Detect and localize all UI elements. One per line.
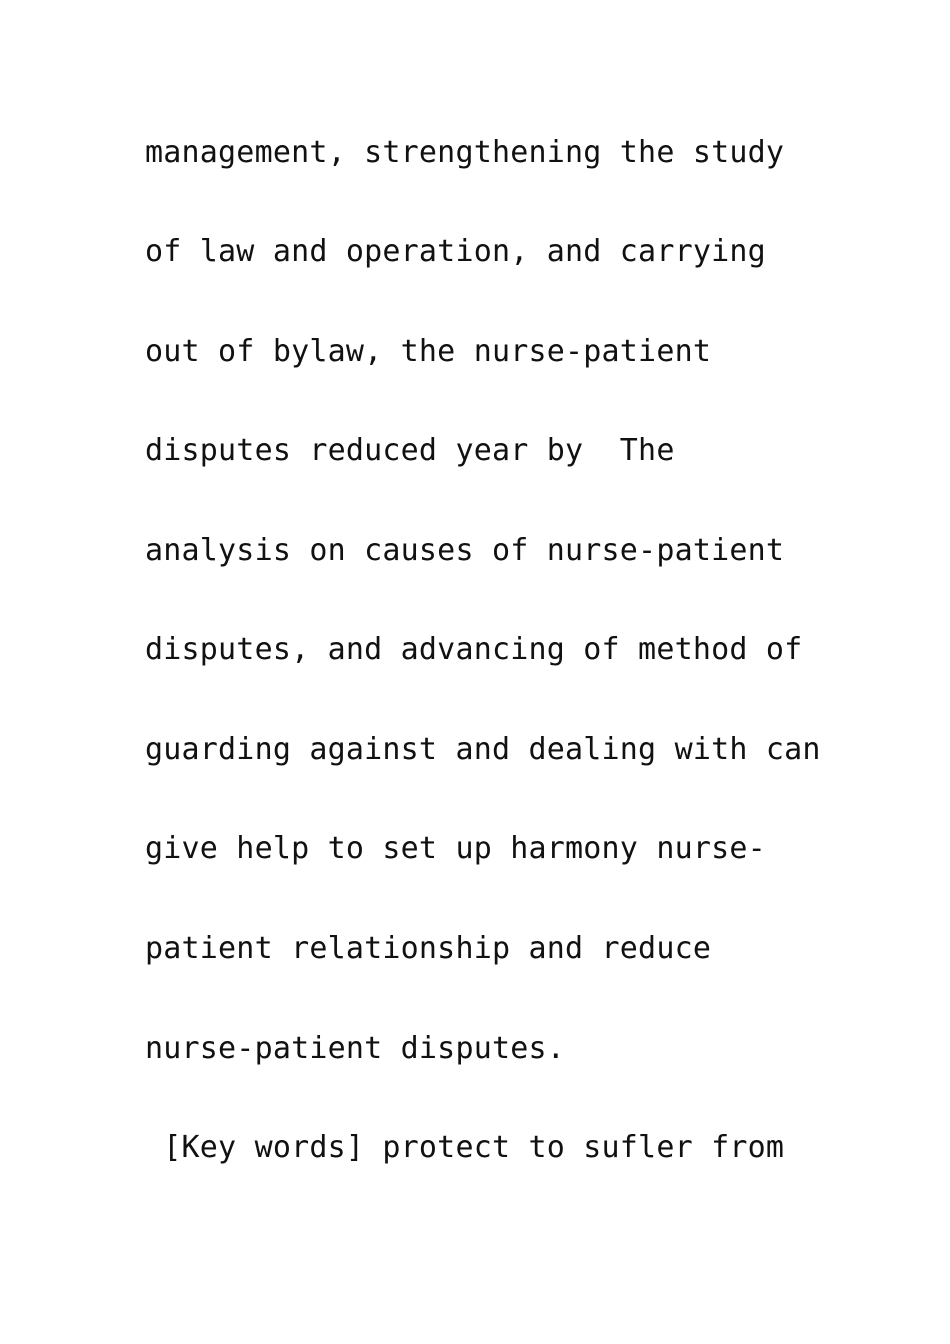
body-text-line: guarding against and dealing with can (145, 732, 821, 767)
keywords-line: [Key words] protect to sufler from (145, 1130, 785, 1165)
body-text-line: nurse-patient disputes. (145, 1031, 566, 1066)
body-text-line: give help to set up harmony nurse- (145, 831, 766, 866)
body-text-line: patient relationship and reduce (145, 931, 712, 966)
body-text-line: analysis on causes of nurse-patient (145, 533, 785, 568)
body-text-line: out of bylaw, the nurse-patient (145, 334, 712, 369)
body-text-line: of law and operation, and carrying (145, 234, 766, 269)
body-text-line: management, strengthening the study (145, 135, 785, 170)
body-text-line: disputes, and advancing of method of (145, 632, 803, 667)
body-text-line: disputes reduced year by The (145, 433, 675, 468)
